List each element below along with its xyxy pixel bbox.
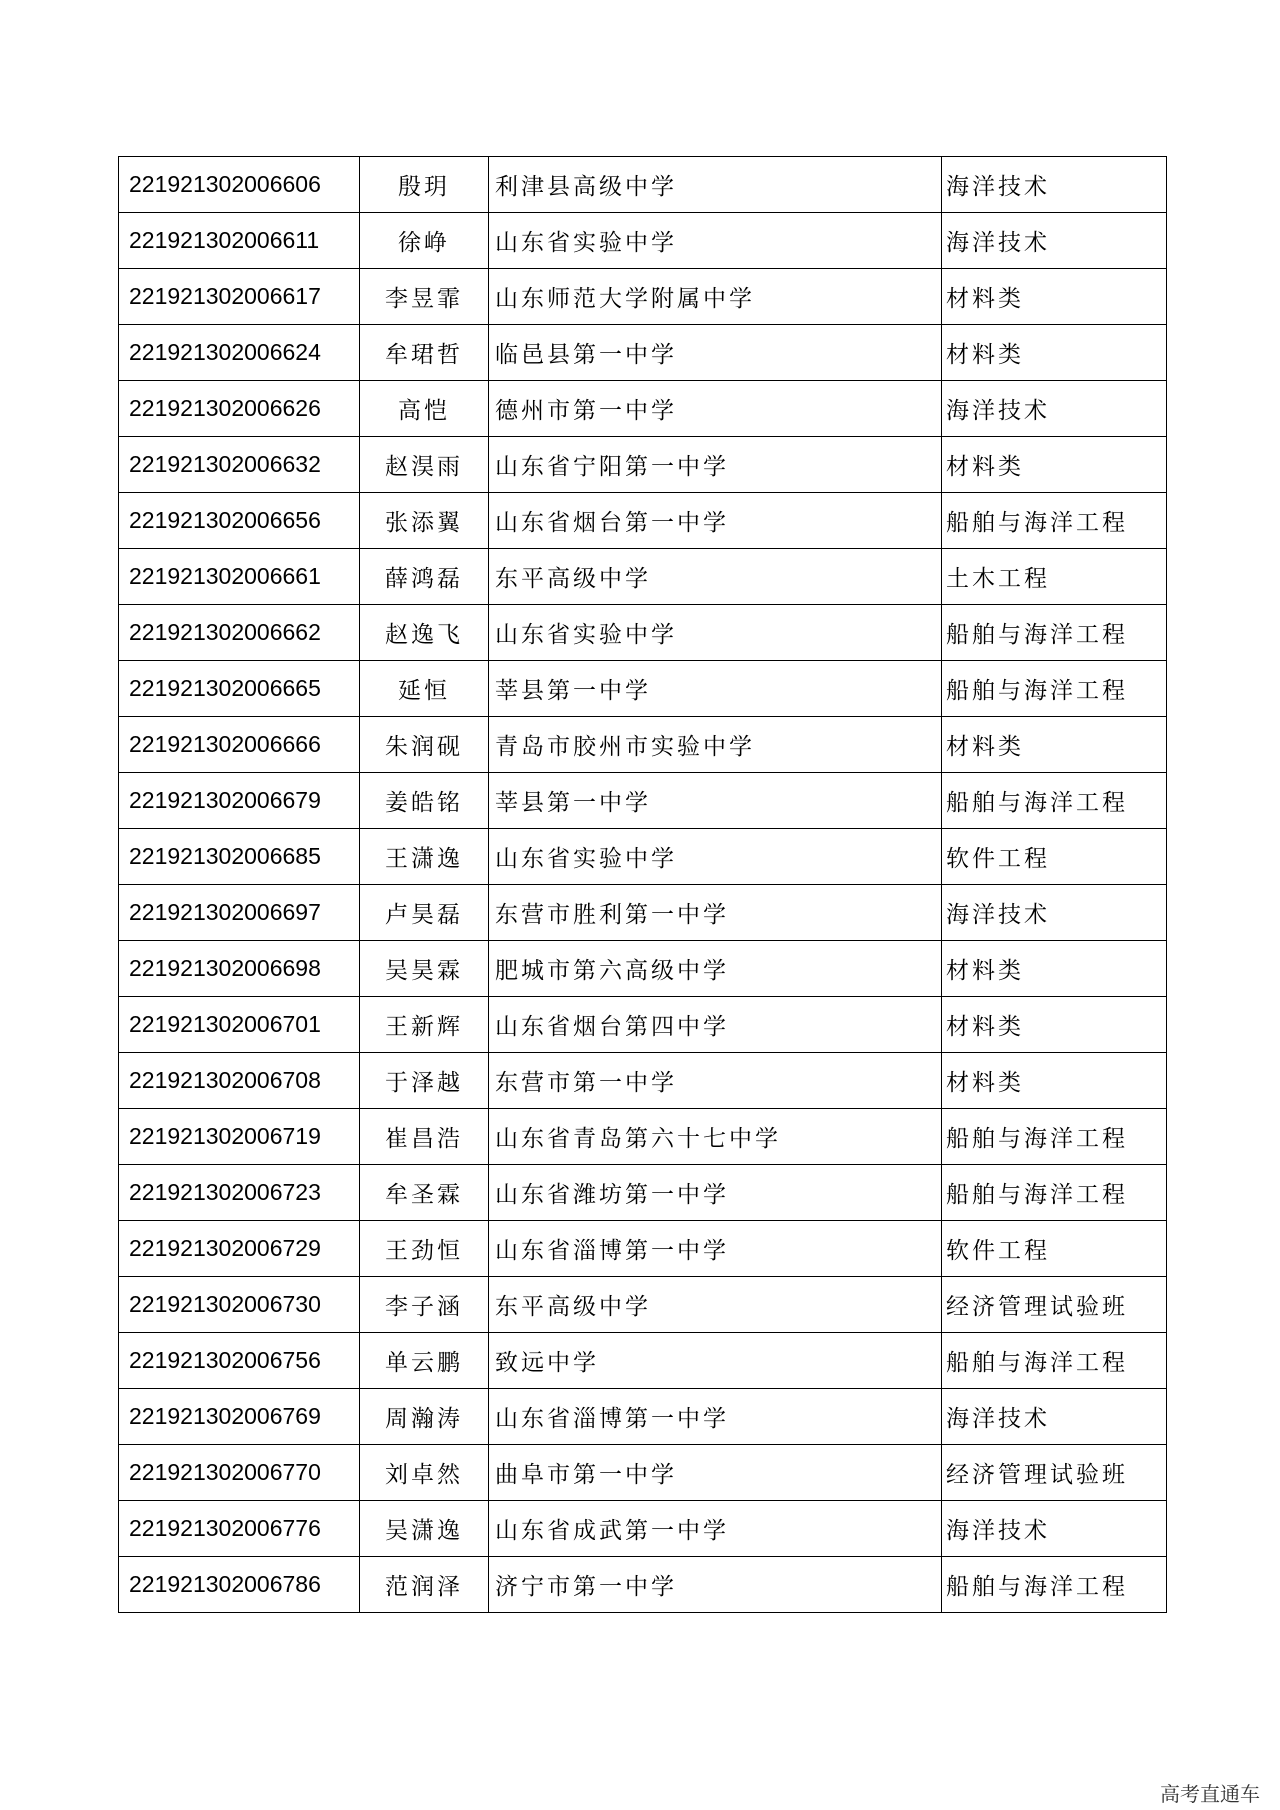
major-cell: 材料类 <box>942 1053 1167 1109</box>
table-row <box>119 997 1167 1053</box>
school-name-cell: 莘县第一中学 <box>489 773 942 829</box>
candidate-id-cell: 221921302006617 <box>119 269 360 325</box>
table-row <box>119 493 1167 549</box>
student-name-cell: 徐峥 <box>360 213 489 269</box>
candidate-id-cell: 221921302006769 <box>119 1389 360 1445</box>
school-name-cell: 利津县高级中学 <box>489 157 942 213</box>
candidate-id-cell: 221921302006611 <box>119 213 360 269</box>
student-name-cell: 王劲恒 <box>360 1221 489 1277</box>
student-name-cell: 殷玥 <box>360 157 489 213</box>
table-row <box>119 1053 1167 1109</box>
student-name-cell: 吴潇逸 <box>360 1501 489 1557</box>
school-name-cell: 山东省淄博第一中学 <box>489 1221 942 1277</box>
major-cell: 船舶与海洋工程 <box>942 661 1167 717</box>
student-name-cell: 单云鹏 <box>360 1333 489 1389</box>
student-name-cell: 周瀚涛 <box>360 1389 489 1445</box>
student-name-cell: 薛鸿磊 <box>360 549 489 605</box>
major-cell: 海洋技术 <box>942 1501 1167 1557</box>
candidate-id-cell: 221921302006723 <box>119 1165 360 1221</box>
major-cell: 船舶与海洋工程 <box>942 773 1167 829</box>
candidate-id-cell: 221921302006661 <box>119 549 360 605</box>
table-row <box>119 325 1167 381</box>
major-cell: 船舶与海洋工程 <box>942 1333 1167 1389</box>
school-name-cell: 致远中学 <box>489 1333 942 1389</box>
table-row <box>119 381 1167 437</box>
table-row <box>119 605 1167 661</box>
candidate-id-cell: 221921302006698 <box>119 941 360 997</box>
candidate-id-cell: 221921302006756 <box>119 1333 360 1389</box>
major-cell: 海洋技术 <box>942 885 1167 941</box>
table-row <box>119 717 1167 773</box>
table-row <box>119 1277 1167 1333</box>
table-row <box>119 885 1167 941</box>
table-row <box>119 549 1167 605</box>
school-name-cell: 山东省淄博第一中学 <box>489 1389 942 1445</box>
student-name-cell: 范润泽 <box>360 1557 489 1613</box>
candidate-id-cell: 221921302006624 <box>119 325 360 381</box>
school-name-cell: 曲阜市第一中学 <box>489 1445 942 1501</box>
student-name-cell: 赵逸飞 <box>360 605 489 661</box>
candidate-id-cell: 221921302006729 <box>119 1221 360 1277</box>
candidate-id-cell: 221921302006719 <box>119 1109 360 1165</box>
table-row <box>119 269 1167 325</box>
table-row <box>119 1389 1167 1445</box>
table-row <box>119 1501 1167 1557</box>
student-name-cell: 崔昌浩 <box>360 1109 489 1165</box>
student-name-cell: 李子涵 <box>360 1277 489 1333</box>
student-name-cell: 于泽越 <box>360 1053 489 1109</box>
school-name-cell: 山东师范大学附属中学 <box>489 269 942 325</box>
school-name-cell: 济宁市第一中学 <box>489 1557 942 1613</box>
major-cell: 材料类 <box>942 717 1167 773</box>
major-cell: 材料类 <box>942 997 1167 1053</box>
student-name-cell: 牟珺哲 <box>360 325 489 381</box>
school-name-cell: 山东省实验中学 <box>489 829 942 885</box>
major-cell: 软件工程 <box>942 829 1167 885</box>
school-name-cell: 山东省实验中学 <box>489 213 942 269</box>
candidate-id-cell: 221921302006708 <box>119 1053 360 1109</box>
student-name-cell: 朱润砚 <box>360 717 489 773</box>
major-cell: 材料类 <box>942 941 1167 997</box>
student-name-cell: 刘卓然 <box>360 1445 489 1501</box>
major-cell: 材料类 <box>942 325 1167 381</box>
student-name-cell: 张添翼 <box>360 493 489 549</box>
school-name-cell: 莘县第一中学 <box>489 661 942 717</box>
school-name-cell: 山东省烟台第四中学 <box>489 997 942 1053</box>
candidate-id-cell: 221921302006606 <box>119 157 360 213</box>
candidate-id-cell: 221921302006701 <box>119 997 360 1053</box>
candidate-id-cell: 221921302006662 <box>119 605 360 661</box>
table-row <box>119 437 1167 493</box>
major-cell: 材料类 <box>942 437 1167 493</box>
school-name-cell: 山东省烟台第一中学 <box>489 493 942 549</box>
admission-table-body <box>119 157 1167 1613</box>
student-name-cell: 牟圣霖 <box>360 1165 489 1221</box>
table-row <box>119 1221 1167 1277</box>
major-cell: 海洋技术 <box>942 157 1167 213</box>
school-name-cell: 山东省成武第一中学 <box>489 1501 942 1557</box>
candidate-id-cell: 221921302006666 <box>119 717 360 773</box>
candidate-id-cell: 221921302006770 <box>119 1445 360 1501</box>
table-row <box>119 157 1167 213</box>
school-name-cell: 临邑县第一中学 <box>489 325 942 381</box>
candidate-id-cell: 221921302006776 <box>119 1501 360 1557</box>
table-row <box>119 1333 1167 1389</box>
table-row <box>119 213 1167 269</box>
candidate-id-cell: 221921302006656 <box>119 493 360 549</box>
table-row <box>119 661 1167 717</box>
major-cell: 海洋技术 <box>942 1389 1167 1445</box>
school-name-cell: 肥城市第六高级中学 <box>489 941 942 997</box>
table-row <box>119 941 1167 997</box>
candidate-id-cell: 221921302006679 <box>119 773 360 829</box>
major-cell: 软件工程 <box>942 1221 1167 1277</box>
candidate-id-cell: 221921302006665 <box>119 661 360 717</box>
school-name-cell: 东平高级中学 <box>489 549 942 605</box>
student-name-cell: 吴昊霖 <box>360 941 489 997</box>
major-cell: 船舶与海洋工程 <box>942 493 1167 549</box>
school-name-cell: 山东省实验中学 <box>489 605 942 661</box>
student-name-cell: 李昱霏 <box>360 269 489 325</box>
school-name-cell: 东营市第一中学 <box>489 1053 942 1109</box>
school-name-cell: 山东省潍坊第一中学 <box>489 1165 942 1221</box>
table-row <box>119 1165 1167 1221</box>
student-name-cell: 姜皓铭 <box>360 773 489 829</box>
candidate-id-cell: 221921302006632 <box>119 437 360 493</box>
candidate-id-cell: 221921302006786 <box>119 1557 360 1613</box>
watermark-text: 高考直通车 <box>1160 1782 1260 1806</box>
student-name-cell: 延恒 <box>360 661 489 717</box>
table-row <box>119 1109 1167 1165</box>
student-name-cell: 高恺 <box>360 381 489 437</box>
major-cell: 船舶与海洋工程 <box>942 1165 1167 1221</box>
table-row <box>119 1445 1167 1501</box>
admission-table <box>118 156 1167 1613</box>
major-cell: 经济管理试验班 <box>942 1277 1167 1333</box>
school-name-cell: 山东省宁阳第一中学 <box>489 437 942 493</box>
table-row <box>119 1557 1167 1613</box>
school-name-cell: 东平高级中学 <box>489 1277 942 1333</box>
school-name-cell: 青岛市胶州市实验中学 <box>489 717 942 773</box>
candidate-id-cell: 221921302006685 <box>119 829 360 885</box>
major-cell: 海洋技术 <box>942 381 1167 437</box>
candidate-id-cell: 221921302006697 <box>119 885 360 941</box>
student-name-cell: 王潇逸 <box>360 829 489 885</box>
candidate-id-cell: 221921302006626 <box>119 381 360 437</box>
major-cell: 材料类 <box>942 269 1167 325</box>
student-name-cell: 赵淏雨 <box>360 437 489 493</box>
table-row <box>119 773 1167 829</box>
major-cell: 船舶与海洋工程 <box>942 605 1167 661</box>
major-cell: 土木工程 <box>942 549 1167 605</box>
school-name-cell: 山东省青岛第六十七中学 <box>489 1109 942 1165</box>
student-name-cell: 卢昊磊 <box>360 885 489 941</box>
candidate-id-cell: 221921302006730 <box>119 1277 360 1333</box>
school-name-cell: 东营市胜利第一中学 <box>489 885 942 941</box>
major-cell: 海洋技术 <box>942 213 1167 269</box>
major-cell: 船舶与海洋工程 <box>942 1557 1167 1613</box>
school-name-cell: 德州市第一中学 <box>489 381 942 437</box>
student-name-cell: 王新辉 <box>360 997 489 1053</box>
major-cell: 船舶与海洋工程 <box>942 1109 1167 1165</box>
table-row <box>119 829 1167 885</box>
major-cell: 经济管理试验班 <box>942 1445 1167 1501</box>
